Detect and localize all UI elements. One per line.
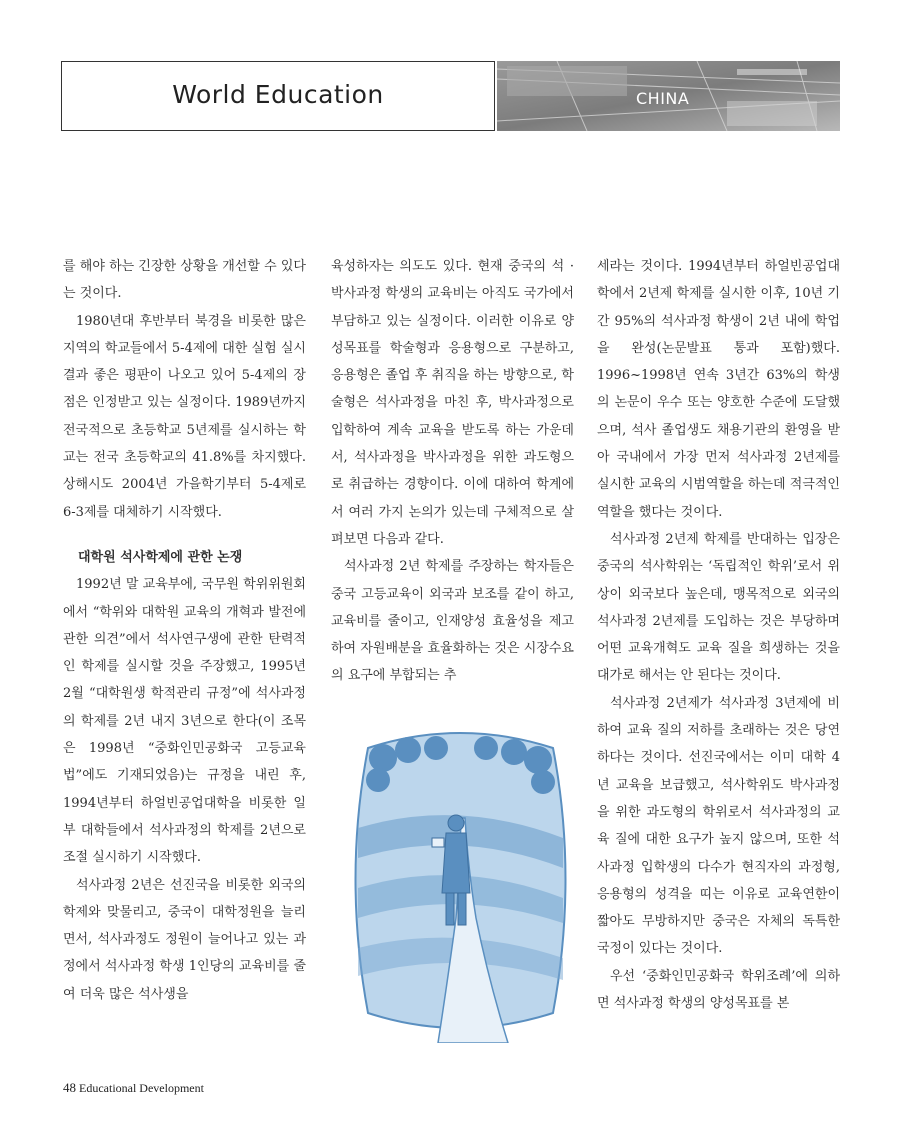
paragraph: 우선 ‘중화인민공화국 학위조례’에 의하면 석사과정 학생의 양성목표를 본 [597, 968, 840, 1012]
paragraph: 석사과정 2년은 선진국을 비롯한 외국의 학제와 맞물리고, 중국이 대학정원을 늘리면서, 석사과정도 정원이 늘어나고 있는 과정에서 석사과정 학생 1인당의 교육비를 줄여 더욱 많은 석사생을 [63, 877, 306, 1002]
paragraph: 1980년대 후반부터 북경을 비롯한 많은 지역의 학교들에서 5-4제에 대한 실험 실시 결과 좋은 평판이 나오고 있어 5-4제의 장점은 인정받고 있는 실정이다. 1989년까지 전국적으로 초등학교 5년제를 실시하는 학교는 전국 초등학교의 41.8%를 차지했다. 상해시도 2004년 가을학기부터 5-4제로 6-3제를 대체하기 시작했다. [63, 313, 306, 520]
country-tag: CHINA [636, 89, 690, 108]
section-title: World Education [172, 80, 384, 109]
page-footer [63, 1080, 204, 1096]
paragraph: 세라는 것이다. 1994년부터 하얼빈공업대학에서 2년제 학제를 실시한 이후, 10년 기간 95%의 석사과정 학생이 2년 내에 학업을 완성(논문발표 통과 포함)했다. 1996~1998년 연속 3년간 63%의 학생의 논문이 우수 또는 양호한 수준에 도달했으며, 석사 졸업생도 채용기관의 환영을 받아 국내에서 가장 먼저 석사과정 2년제를 실시한 교육의 시범역할을 하는데 적극적인 역할을 했다는 것이다. [597, 259, 840, 520]
paragraph: 를 해야 하는 긴장한 상황을 개선할 수 있다는 것이다. [63, 259, 306, 302]
publication-name: Educational Development [79, 1081, 204, 1095]
section-header-box [61, 61, 495, 131]
illustration-graduate-path [338, 718, 583, 1043]
paragraph: 육성하자는 의도도 있다. 현재 중국의 석 · 박사과정 학생의 교육비는 아직도 국가에서 부담하고 있는 실정이다. 이러한 이유로 양성목표를 학술형과 응용형으로 구분하고, 응용형은 졸업 후 취직을 하는 방향으로, 학술형은 석사과정을 마친 후, 박사과정으로 입학하여 계속 교육을 받도록 하는 가운데서, 석사과정을 박사과정을 위한 과도형으로 취급하는 경향이다. 이에 대하여 학계에서 여러 가지 논의가 있는데 구체적으로 살펴보면 다음과 같다. [331, 259, 574, 547]
text-column-1 [63, 253, 306, 1008]
text-column-2 [331, 253, 574, 690]
paragraph: 석사과정 2년제 학제를 반대하는 입장은 중국의 석사학위는 ‘독립적인 학위’로서 위상이 외국보다 높은데, 맹목적으로 외국의 석사과정 2년제를 도입하는 것은 부당하며 어떤 교육개혁도 교육 질을 희생하는 것을 대가로 해서는 안 된다는 것이다. [597, 531, 840, 684]
paragraph: 석사과정 2년제가 석사과정 3년제에 비하여 교육 질의 저하를 초래하는 것은 당연하다는 것이다. 선진국에서는 이미 대학 4년 교육을 보급했고, 석사학위도 박사과정을 위한 과도형의 학위로서 석사과정의 교육 질에 대한 요구가 높지 않으며, 또한 석사과정 입학생의 다수가 현직자의 과정형, 응용형의 성격을 띠는 이유로 교육연한이 짧아도 무방하지만 중국은 자체의 독특한 국정이 있다는 것이다. [597, 695, 840, 957]
text-column-3 [597, 253, 840, 1017]
page-number: 48 [63, 1080, 76, 1095]
subsection-heading: 대학원 석사학제에 관한 논쟁 [78, 549, 243, 565]
paragraph: 1992년 말 교육부에, 국무원 학위위원회에서 “학위와 대학원 교육의 개혁과 발전에 관한 의견”에서 석사연구생에 관한 탄력적인 학제를 실시할 것을 주장했고, 1995년 2월 “대학원생 학적관리 규정”에 석사과정의 학제를 2년 내지 3년으로 한다(이 조목은 1998년 “중화인민공화국 고등교육법”에도 기재되었음)는 규정을 내린 후, 1994년부터 하얼빈공업대학을 비롯한 일부 대학들에서 석사과정의 학제를 2년으로 조절 실시하기 시작했다. [63, 577, 306, 866]
paragraph: 석사과정 2년 학제를 주장하는 학자들은 중국 고등교육이 외국과 보조를 같이 하고, 교육비를 줄이고, 인재양성 효율성을 제고하여 자원배분을 효율화하는 것은 시장수요의 요구에 부합되는 추 [331, 559, 574, 684]
